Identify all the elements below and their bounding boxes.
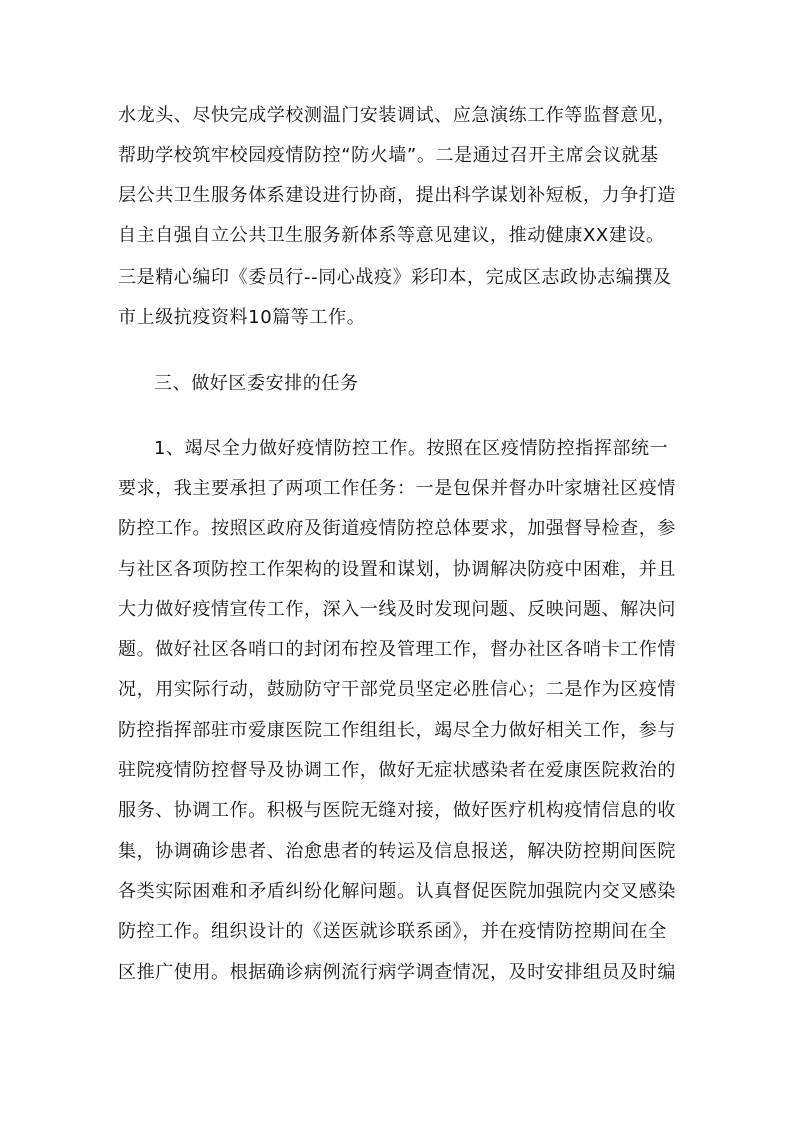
- text-line: 集，协调确诊患者、治愈患者的转运及信息报送，解决防控期间医院: [118, 841, 676, 862]
- text-line: 各类实际困难和矛盾纠纷化解问题。认真督促医院加强院内交叉感染: [118, 881, 676, 902]
- text-line: 服务、协调工作。积极与医院无缝对接，做好医疗机构疫情信息的收: [118, 800, 676, 821]
- section-heading: 三、做好区委安排的任务: [154, 373, 359, 394]
- text-line: 水龙头、尽快完成学校测温门安装调试、应急演练工作等监督意见，: [118, 105, 676, 126]
- text-line: 与社区各项防控工作架构的设置和谋划，协调解决防疫中困难，并且: [118, 559, 676, 580]
- text-line: 题。做好社区各哨口的封闭布控及管理工作，督办社区各哨卡工作情: [118, 639, 676, 660]
- text-line: 自主自强自立公共卫生服务新体系等意见建议，推动健康XX建设。: [118, 225, 665, 246]
- text-line: 防控工作。按照区政府及街道疫情防控总体要求，加强督导检查，参: [118, 518, 676, 539]
- text-line: 大力做好疫情宣传工作，深入一线及时发现问题、反映问题、解决问: [118, 599, 676, 620]
- text-line: 层公共卫生服务体系建设进行协商，提出科学谋划补短板，力争打造: [118, 185, 676, 206]
- text-line: 况，用实际行动，鼓励防守干部党员坚定必胜信心；二是作为区疫情: [118, 679, 676, 700]
- text-line: 防控指挥部驻市爱康医院工作组组长，竭尽全力做好相关工作，参与: [118, 720, 676, 741]
- text-line: 区推广使用。根据确诊病例流行病学调查情况，及时安排组员及时编: [118, 962, 676, 983]
- text-line: 防控工作。组织设计的《送医就诊联系函》，并在疫情防控期间在全: [118, 921, 667, 942]
- text-line: 帮助学校筑牢校园疫情防控“防火墙”。二是通过召开主席会议就基: [118, 145, 659, 166]
- text-line: 驻院疫情防控督导及协调工作，做好无症状感染者在爱康医院救治的: [118, 760, 676, 781]
- text-line: 市上级抗疫资料10篇等工作。: [118, 307, 366, 328]
- text-line: 三是精心编印《委员行--同心战疫》彩印本，完成区志政协志编撰及: [118, 267, 672, 288]
- text-line: 1、竭尽全力做好疫情防控工作。按照在区疫情防控指挥部统一: [154, 438, 669, 459]
- text-line: 要求，我主要承担了两项工作任务：一是包保并督办叶家塘社区疫情: [118, 478, 676, 499]
